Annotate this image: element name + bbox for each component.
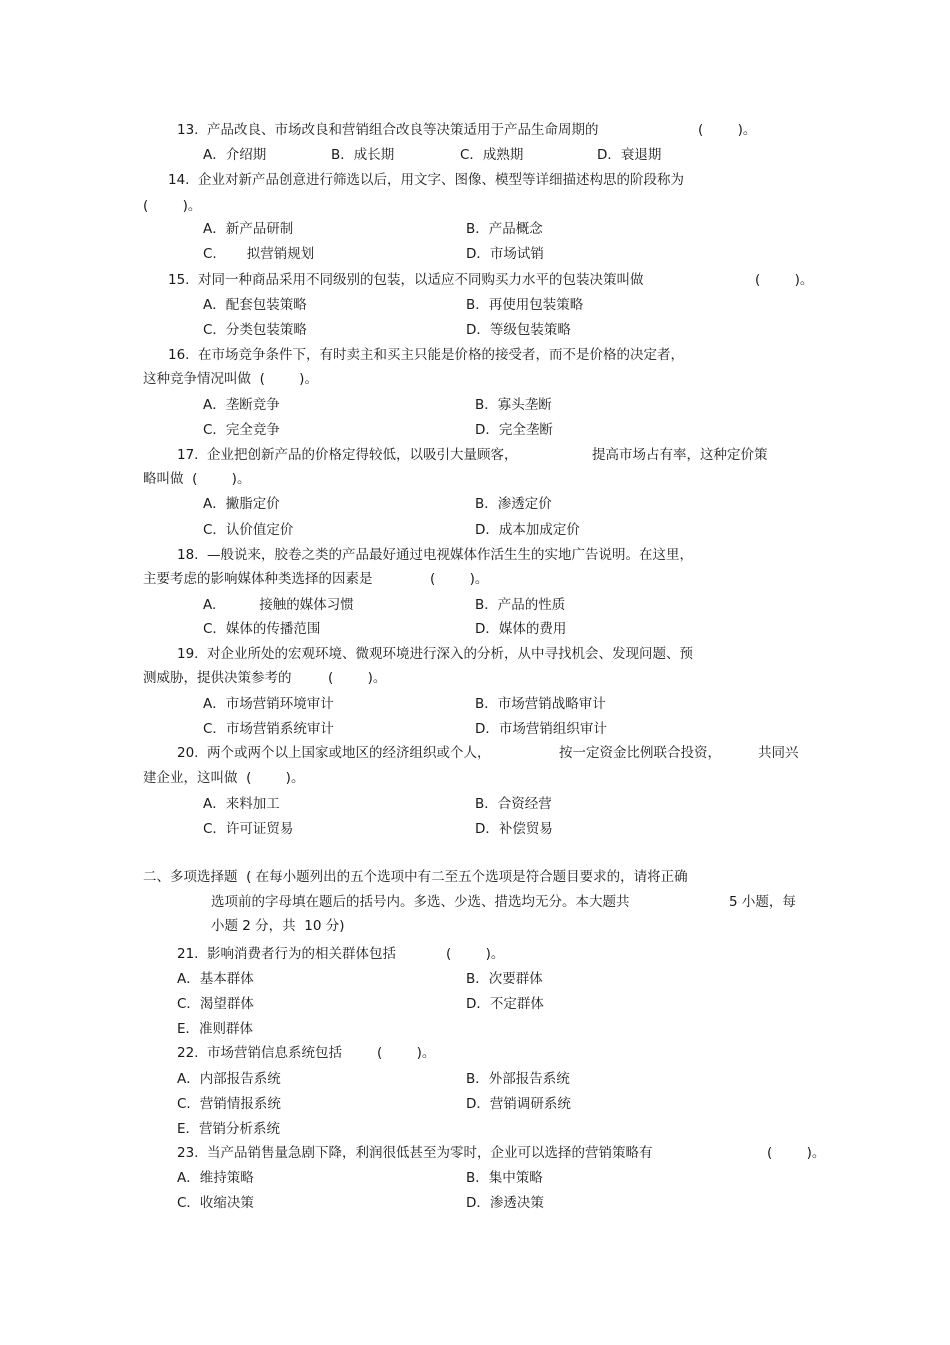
q18-option-c: C．媒体的传播范围 [203, 621, 321, 637]
section2-question-count: 5 小题，每 [729, 894, 796, 910]
q13-answer-paren: ( )。 [698, 122, 757, 138]
q19-stem-cont: 测威胁，提供决策参考的 [143, 670, 292, 686]
q20-option-d: D．补偿贸易 [475, 821, 553, 837]
q20-stem-part2: 按一定资金比例联合投资， [559, 745, 721, 761]
q17-option-b: B．渗透定价 [475, 496, 552, 512]
q16-option-c: C．完全竞争 [203, 422, 280, 438]
q21-option-b: B．次要群体 [466, 971, 543, 987]
q22-option-b: B．外部报告系统 [466, 1071, 570, 1087]
q23-option-b: B．集中策略 [466, 1170, 543, 1186]
q19-option-c: C．市场营销系统审计 [203, 721, 334, 737]
q18-stem-cont: 主要考虑的影响媒体种类选择的因素是 [143, 571, 373, 587]
q19-option-d: D．市场营销组织审计 [475, 721, 607, 737]
q22-option-e: E．营销分析系统 [177, 1121, 281, 1137]
q23-stem: 23. 当产品销售量急剧下降，利润很低甚至为零时，企业可以选择的营销策略有 [177, 1145, 653, 1161]
q20-stem-part3: 共同兴 [758, 745, 799, 761]
q15-option-c: C．分类包装策略 [203, 322, 307, 338]
q20-stem: 20. 两个或两个以上国家或地区的经济组织或个人， [177, 745, 491, 761]
q14-option-a: A．新产品研制 [203, 221, 294, 237]
q18-option-d: D．媒体的费用 [475, 621, 567, 637]
q15-option-d: D．等级包装策略 [466, 322, 571, 338]
q16-stem-cont: 这种竞争情况叫做 ( )。 [143, 371, 318, 387]
q14-option-c: C. 拟营销规划 [203, 246, 315, 262]
q17-option-a: A．撇脂定价 [203, 496, 280, 512]
q14-option-b: B．产品概念 [466, 221, 543, 237]
q23-option-c: C．收缩决策 [177, 1195, 254, 1211]
q18-option-a: A. 接触的媒体习惯 [203, 597, 354, 613]
q23-answer-paren: ( )。 [767, 1145, 826, 1161]
q14-option-d: D．市场试销 [466, 246, 544, 262]
q14-stem: 14. 企业对新产品创意进行筛选以后，用文字、图像、模型等详细描述构思的阶段称为 [168, 172, 685, 188]
q16-stem: 16. 在市场竞争条件下，有时卖主和买主只能是价格的接受者，而不是价格的决定者， [168, 347, 685, 363]
q19-answer-paren: ( )。 [328, 670, 387, 686]
q13-option-a: A．介绍期 [203, 147, 267, 163]
q23-option-a: A．维持策略 [177, 1170, 254, 1186]
q22-option-d: D．营销调研系统 [466, 1096, 571, 1112]
q17-option-c: C．认价值定价 [203, 522, 294, 538]
q19-option-a: A．市场营销环境审计 [203, 696, 334, 712]
q20-option-c: C．许可证贸易 [203, 821, 294, 837]
q21-option-a: A．基本群体 [177, 971, 254, 987]
q13-stem: 13. 产品改良、市场改良和营销组合改良等决策适用于产品生命周期的 [177, 122, 599, 138]
q22-stem: 22. 市场营销信息系统包括 [177, 1045, 343, 1061]
q17-stem: 17. 企业把创新产品的价格定得较低，以吸引大量顾客， [177, 447, 518, 463]
q20-option-a: A．来料加工 [203, 796, 280, 812]
q19-stem: 19. 对企业所处的宏观环境、微观环境进行深入的分析，从中寻找机会、发现问题、预 [177, 646, 694, 662]
q21-stem: 21. 影响消费者行为的相关群体包括 [177, 946, 397, 962]
q17-stem-part2: 提高市场占有率，这种定价策 [592, 447, 768, 463]
q22-option-c: C．营销情报系统 [177, 1096, 281, 1112]
q17-option-d: D．成本加成定价 [475, 522, 580, 538]
q18-stem: 18. —般说来，胶卷之类的产品最好通过电视媒体作活生生的实地广告说明。在这里， [177, 547, 694, 563]
section2-score-note: 小题 2 分，共 10 分) [211, 918, 345, 934]
q21-answer-paren: ( )。 [446, 946, 505, 962]
q16-option-d: D．完全垄断 [475, 422, 553, 438]
q13-option-c: C．成熟期 [460, 147, 524, 163]
q16-option-b: B．寡头垄断 [475, 397, 552, 413]
q20-stem-cont: 建企业，这叫做 ( )。 [143, 770, 305, 786]
q15-stem: 15. 对同一种商品采用不同级别的包装，以适应不同购买力水平的包装决策叫做 [168, 272, 644, 288]
q18-answer-paren: ( )。 [430, 571, 489, 587]
q15-option-b: B．再使用包装策略 [466, 297, 584, 313]
q17-stem-cont: 略叫做 ( )。 [143, 471, 251, 487]
q22-option-a: A．内部报告系统 [177, 1071, 281, 1087]
q13-option-d: D．衰退期 [597, 147, 662, 163]
q23-option-d: D．渗透决策 [466, 1195, 544, 1211]
q14-stem-cont: ( )。 [143, 198, 202, 214]
q13-option-b: B．成长期 [331, 147, 395, 163]
section2-instructions: 选项前的字母填在题后的括号内。多选、少选、措选均无分。本大题共 [211, 894, 630, 910]
q21-option-d: D．不定群体 [466, 996, 544, 1012]
section2-heading: 二、多项选择题 ( 在每小题列出的五个选项中有二至五个选项是符合题目要求的，请将正确 [143, 869, 688, 885]
q21-option-e: E．准则群体 [177, 1021, 254, 1037]
q20-option-b: B．合资经营 [475, 796, 552, 812]
q21-option-c: C．渴望群体 [177, 996, 254, 1012]
q19-option-b: B．市场营销战略审计 [475, 696, 606, 712]
q22-answer-paren: ( )。 [377, 1045, 436, 1061]
q18-option-b: B．产品的性质 [475, 597, 566, 613]
q15-option-a: A．配套包装策略 [203, 297, 307, 313]
q15-answer-paren: ( )。 [755, 272, 814, 288]
q16-option-a: A．垄断竞争 [203, 397, 280, 413]
